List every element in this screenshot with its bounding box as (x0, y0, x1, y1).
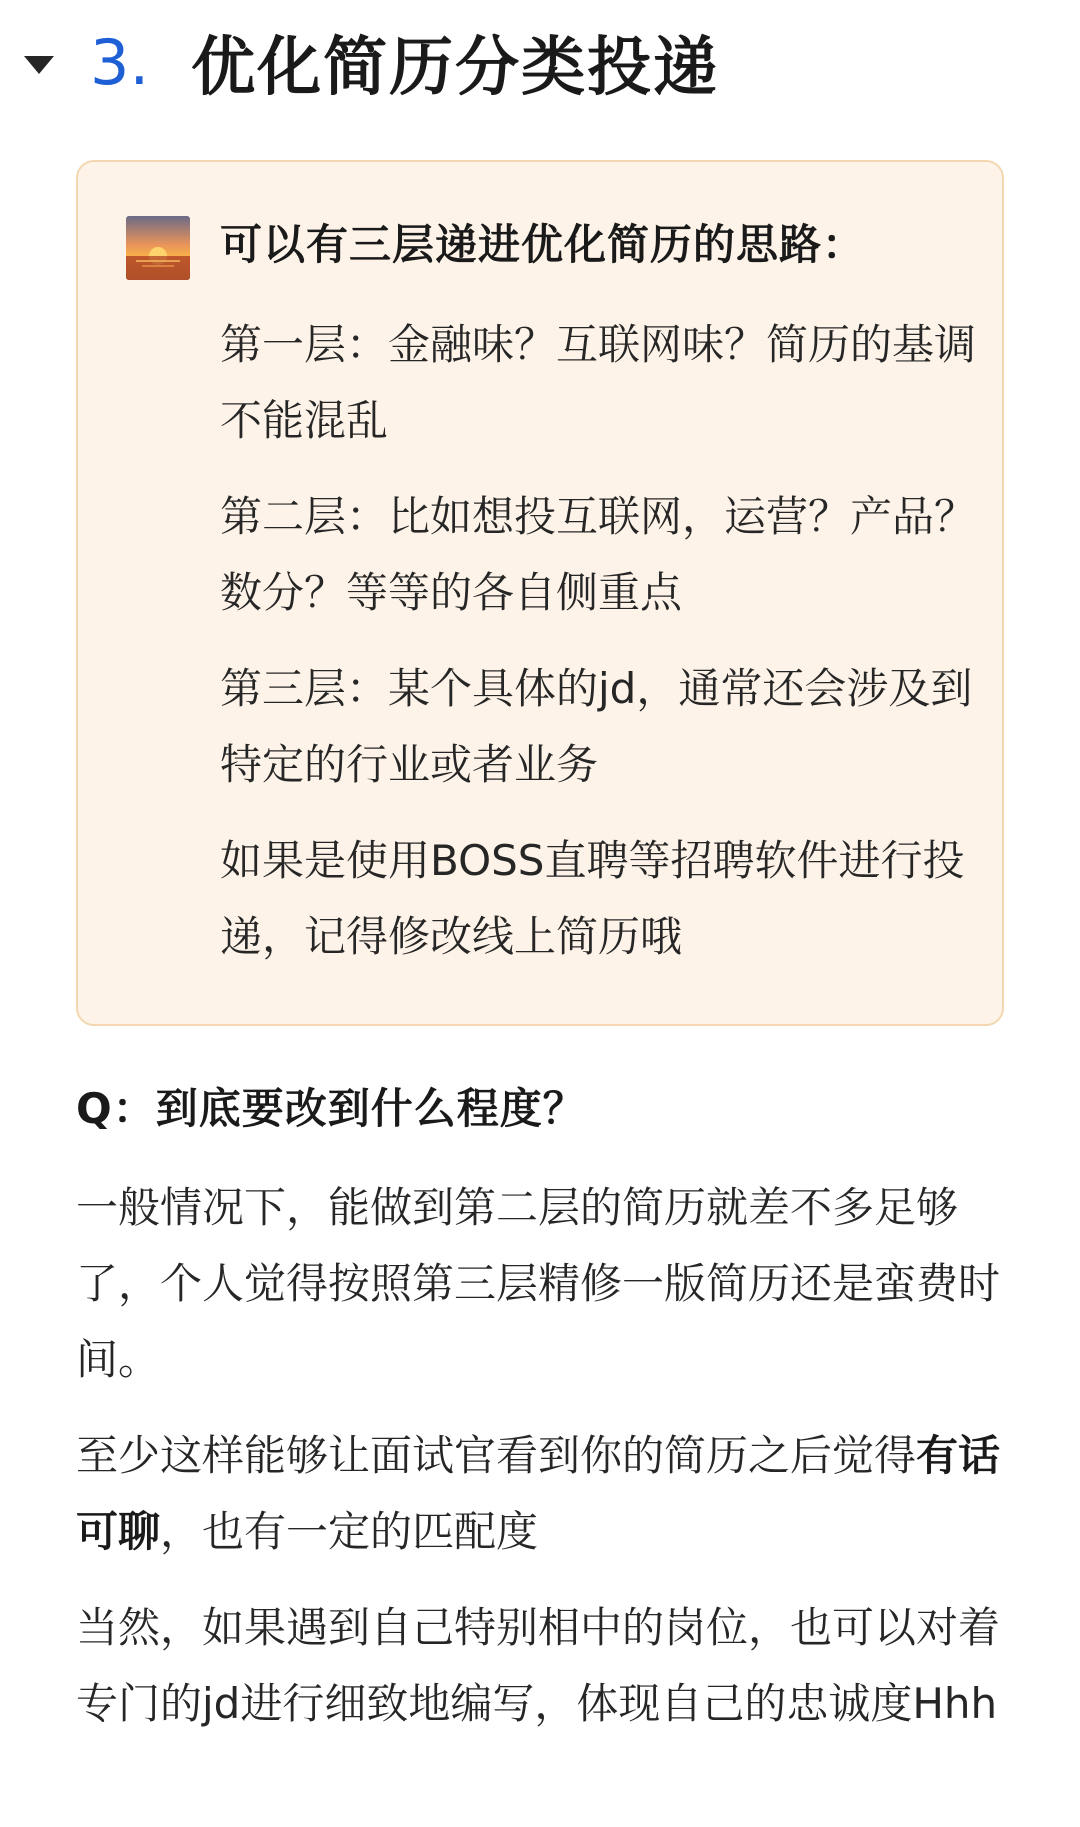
answer-text: 至少这样能够让面试官看到你的简历之后觉得 (76, 1431, 917, 1480)
callout-paragraph: 第三层：某个具体的jd，通常还会涉及到特定的行业或者业务 (220, 664, 973, 789)
callout-title: 可以有三层递进优化简历的思路： (220, 220, 866, 269)
answer-body (76, 1170, 1016, 1762)
question-heading: Q：到底要改到什么程度？ (76, 1084, 586, 1133)
bold-emphasis: 有话可聊 (76, 1431, 1001, 1556)
answer-paragraph-3: 当然，如果遇到自己特别相中的岗位，也可以对着专门的jd进行细致地编写，体现自己的忠诚度Hhh (76, 1603, 1001, 1728)
callout-box (76, 160, 1004, 1026)
collapse-toggle-icon[interactable] (24, 56, 54, 74)
sunset-icon (126, 216, 190, 280)
section-heading (24, 22, 720, 105)
callout-paragraph: 如果是使用BOSS直聘等招聘软件进行投递，记得修改线上简历哦 (220, 836, 965, 961)
callout-paragraph: 第一层：金融味？互联网味？简历的基调不能混乱 (220, 320, 977, 445)
answer-paragraph-2 (76, 1418, 1016, 1570)
callout-body (220, 307, 980, 995)
answer-paragraph-1: 一般情况下，能做到第二层的简历就差不多足够了，个人觉得按照第三层精修一版简历还是蛮费时间。 (76, 1183, 1001, 1384)
callout-paragraph: 第二层：比如想投互联网，运营？产品？数分？等等的各自侧重点 (220, 492, 977, 617)
heading-title: 优化简历分类投递 (191, 31, 720, 105)
heading-number: 3. (90, 25, 150, 99)
answer-text: ，也有一定的匹配度 (160, 1507, 539, 1556)
